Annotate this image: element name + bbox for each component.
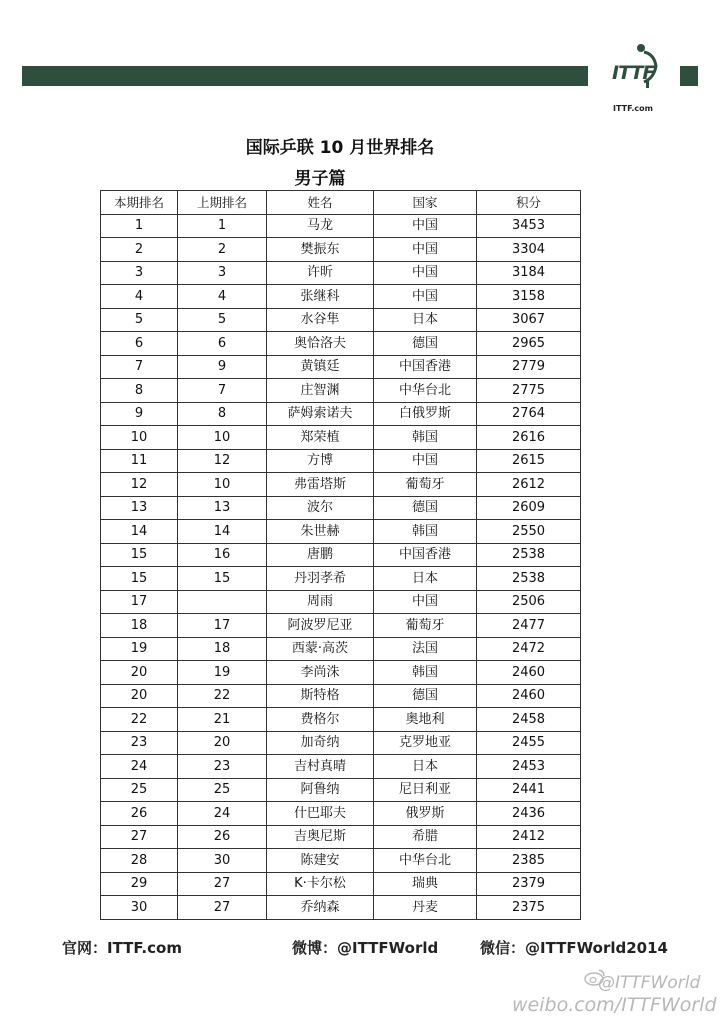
cell-points: 2477 (477, 614, 581, 638)
cell-country: 中国香港 (374, 355, 477, 379)
cell-previous-rank: 6 (178, 332, 267, 356)
cell-points: 2550 (477, 520, 581, 544)
table-row (101, 496, 581, 520)
table-row (101, 825, 581, 849)
table-row (101, 473, 581, 497)
cell-current-rank: 18 (101, 614, 178, 638)
cell-points: 2779 (477, 355, 581, 379)
cell-country: 德国 (374, 684, 477, 708)
footer-wechat: 微信：@ITTFWorld2014 (480, 939, 668, 957)
cell-current-rank: 4 (101, 285, 178, 309)
cell-current-rank: 8 (101, 379, 178, 403)
cell-current-rank: 7 (101, 355, 178, 379)
cell-current-rank: 15 (101, 543, 178, 567)
cell-name: 黄镇廷 (267, 355, 374, 379)
cell-name: 水谷隼 (267, 308, 374, 332)
cell-points: 2775 (477, 379, 581, 403)
cell-name: 费格尔 (267, 708, 374, 732)
cell-current-rank: 3 (101, 261, 178, 285)
cell-name: 樊振东 (267, 238, 374, 262)
cell-name: 波尔 (267, 496, 374, 520)
cell-points: 2455 (477, 731, 581, 755)
cell-name: 阿鲁纳 (267, 778, 374, 802)
cell-previous-rank: 21 (178, 708, 267, 732)
cell-country: 俄罗斯 (374, 802, 477, 826)
cell-points: 2385 (477, 849, 581, 873)
table-row (101, 896, 581, 920)
cell-points: 2379 (477, 872, 581, 896)
cell-current-rank: 11 (101, 449, 178, 473)
table-row (101, 449, 581, 473)
cell-previous-rank: 8 (178, 402, 267, 426)
cell-points: 2506 (477, 590, 581, 614)
cell-points: 3304 (477, 238, 581, 262)
cell-current-rank: 5 (101, 308, 178, 332)
table-row (101, 238, 581, 262)
table-row (101, 731, 581, 755)
cell-country: 日本 (374, 567, 477, 591)
cell-previous-rank: 23 (178, 755, 267, 779)
cell-current-rank: 28 (101, 849, 178, 873)
cell-country: 韩国 (374, 661, 477, 685)
header-previous-rank: 上期排名 (178, 191, 267, 215)
cell-previous-rank: 27 (178, 872, 267, 896)
cell-name: K·卡尔松 (267, 872, 374, 896)
table-row (101, 684, 581, 708)
cell-points: 2615 (477, 449, 581, 473)
cell-points: 2441 (477, 778, 581, 802)
cell-points: 3158 (477, 285, 581, 309)
cell-current-rank: 19 (101, 637, 178, 661)
cell-points: 2472 (477, 637, 581, 661)
header-current-rank: 本期排名 (101, 191, 178, 215)
table-row (101, 872, 581, 896)
cell-points: 3184 (477, 261, 581, 285)
cell-previous-rank: 25 (178, 778, 267, 802)
cell-points: 2616 (477, 426, 581, 450)
cell-name: 朱世赫 (267, 520, 374, 544)
cell-name: 阿波罗尼亚 (267, 614, 374, 638)
cell-previous-rank: 22 (178, 684, 267, 708)
cell-country: 丹麦 (374, 896, 477, 920)
cell-previous-rank: 9 (178, 355, 267, 379)
header-banner-bar (22, 66, 588, 86)
cell-country: 希腊 (374, 825, 477, 849)
cell-current-rank: 12 (101, 473, 178, 497)
cell-previous-rank: 30 (178, 849, 267, 873)
cell-previous-rank: 27 (178, 896, 267, 920)
table-row (101, 402, 581, 426)
cell-country: 中国 (374, 261, 477, 285)
table-row (101, 543, 581, 567)
cell-country: 中国 (374, 238, 477, 262)
cell-previous-rank: 20 (178, 731, 267, 755)
cell-name: 西蒙·高茨 (267, 637, 374, 661)
cell-country: 瑞典 (374, 872, 477, 896)
cell-country: 德国 (374, 496, 477, 520)
cell-current-rank: 25 (101, 778, 178, 802)
table-row (101, 614, 581, 638)
cell-country: 中国 (374, 449, 477, 473)
cell-previous-rank: 4 (178, 285, 267, 309)
page-subtitle: 男子篇 (294, 169, 346, 189)
cell-name: 奥恰洛夫 (267, 332, 374, 356)
cell-country: 中华台北 (374, 849, 477, 873)
cell-points: 2609 (477, 496, 581, 520)
cell-name: 萨姆索诺夫 (267, 402, 374, 426)
cell-country: 中国 (374, 285, 477, 309)
cell-previous-rank: 12 (178, 449, 267, 473)
table-row (101, 261, 581, 285)
table-row (101, 567, 581, 591)
cell-previous-rank: 1 (178, 214, 267, 238)
cell-name: 吉村真晴 (267, 755, 374, 779)
table-row (101, 332, 581, 356)
logo-text: ITTF (612, 62, 655, 84)
cell-previous-rank: 15 (178, 567, 267, 591)
cell-current-rank: 29 (101, 872, 178, 896)
cell-country: 葡萄牙 (374, 614, 477, 638)
cell-current-rank: 20 (101, 684, 178, 708)
cell-country: 法国 (374, 637, 477, 661)
cell-name: 李尚洙 (267, 661, 374, 685)
table-row (101, 355, 581, 379)
cell-points: 2375 (477, 896, 581, 920)
cell-name: 庄智渊 (267, 379, 374, 403)
cell-country: 中华台北 (374, 379, 477, 403)
cell-current-rank: 23 (101, 731, 178, 755)
cell-country: 中国 (374, 214, 477, 238)
cell-current-rank: 6 (101, 332, 178, 356)
cell-country: 韩国 (374, 426, 477, 450)
logo-url: ITTF.com (613, 104, 653, 113)
cell-points: 2453 (477, 755, 581, 779)
table-row (101, 755, 581, 779)
table-row (101, 426, 581, 450)
cell-name: 吉奥尼斯 (267, 825, 374, 849)
cell-current-rank: 27 (101, 825, 178, 849)
cell-current-rank: 14 (101, 520, 178, 544)
cell-current-rank: 9 (101, 402, 178, 426)
cell-points: 2460 (477, 661, 581, 685)
cell-previous-rank: 3 (178, 261, 267, 285)
cell-current-rank: 10 (101, 426, 178, 450)
cell-current-rank: 13 (101, 496, 178, 520)
header-name: 姓名 (267, 191, 374, 215)
cell-current-rank: 22 (101, 708, 178, 732)
cell-previous-rank: 14 (178, 520, 267, 544)
watermark-url: weibo.com/ITTFWorld (512, 994, 717, 1016)
cell-name: 丹羽孝希 (267, 567, 374, 591)
cell-name: 弗雷塔斯 (267, 473, 374, 497)
watermark-handle: @ITTFWorld (598, 973, 701, 993)
cell-previous-rank: 18 (178, 637, 267, 661)
cell-name: 许昕 (267, 261, 374, 285)
cell-previous-rank: 7 (178, 379, 267, 403)
table-row (101, 637, 581, 661)
cell-name: 加奇纳 (267, 731, 374, 755)
cell-points: 3453 (477, 214, 581, 238)
cell-previous-rank: 13 (178, 496, 267, 520)
cell-name: 乔纳森 (267, 896, 374, 920)
cell-name: 方博 (267, 449, 374, 473)
page-title: 国际乒联 10 月世界排名 (245, 138, 435, 158)
footer-weibo: 微博：@ITTFWorld (292, 939, 439, 957)
cell-current-rank: 26 (101, 802, 178, 826)
table-row (101, 661, 581, 685)
cell-name: 什巴耶夫 (267, 802, 374, 826)
cell-current-rank: 1 (101, 214, 178, 238)
cell-name: 周雨 (267, 590, 374, 614)
cell-previous-rank: 10 (178, 426, 267, 450)
cell-country: 克罗地亚 (374, 731, 477, 755)
cell-points: 3067 (477, 308, 581, 332)
ranking-table (100, 190, 581, 920)
cell-points: 2458 (477, 708, 581, 732)
cell-country: 韩国 (374, 520, 477, 544)
cell-points: 2460 (477, 684, 581, 708)
cell-previous-rank: 5 (178, 308, 267, 332)
footer-website: 官网：ITTF.com (62, 939, 182, 957)
cell-previous-rank: 26 (178, 825, 267, 849)
cell-current-rank: 30 (101, 896, 178, 920)
cell-country: 日本 (374, 308, 477, 332)
cell-previous-rank: 2 (178, 238, 267, 262)
cell-name: 郑荣植 (267, 426, 374, 450)
cell-points: 2538 (477, 567, 581, 591)
table-row (101, 520, 581, 544)
header-country: 国家 (374, 191, 477, 215)
cell-previous-rank: 24 (178, 802, 267, 826)
cell-country: 奥地利 (374, 708, 477, 732)
cell-country: 中国香港 (374, 543, 477, 567)
cell-current-rank: 24 (101, 755, 178, 779)
cell-points: 2612 (477, 473, 581, 497)
cell-current-rank: 20 (101, 661, 178, 685)
cell-name: 马龙 (267, 214, 374, 238)
cell-points: 2965 (477, 332, 581, 356)
table-row (101, 778, 581, 802)
header-points: 积分 (477, 191, 581, 215)
table-row (101, 590, 581, 614)
table-row (101, 708, 581, 732)
table-row (101, 379, 581, 403)
cell-country: 白俄罗斯 (374, 402, 477, 426)
cell-previous-rank: 16 (178, 543, 267, 567)
cell-points: 2538 (477, 543, 581, 567)
cell-name: 张继科 (267, 285, 374, 309)
cell-current-rank: 2 (101, 238, 178, 262)
cell-country: 尼日利亚 (374, 778, 477, 802)
cell-country: 葡萄牙 (374, 473, 477, 497)
header-banner-tail (680, 66, 698, 86)
cell-current-rank: 15 (101, 567, 178, 591)
cell-points: 2764 (477, 402, 581, 426)
cell-points: 2436 (477, 802, 581, 826)
table-row (101, 308, 581, 332)
table-header-row (101, 191, 581, 215)
cell-previous-rank: 10 (178, 473, 267, 497)
cell-name: 斯特格 (267, 684, 374, 708)
cell-country: 中国 (374, 590, 477, 614)
table-row (101, 849, 581, 873)
cell-country: 日本 (374, 755, 477, 779)
table-row (101, 802, 581, 826)
table-row (101, 285, 581, 309)
cell-previous-rank: 19 (178, 661, 267, 685)
cell-name: 唐鹏 (267, 543, 374, 567)
cell-name: 陈建安 (267, 849, 374, 873)
cell-previous-rank: 17 (178, 614, 267, 638)
cell-points: 2412 (477, 825, 581, 849)
cell-previous-rank (178, 590, 267, 614)
cell-current-rank: 17 (101, 590, 178, 614)
table-row (101, 214, 581, 238)
cell-country: 德国 (374, 332, 477, 356)
